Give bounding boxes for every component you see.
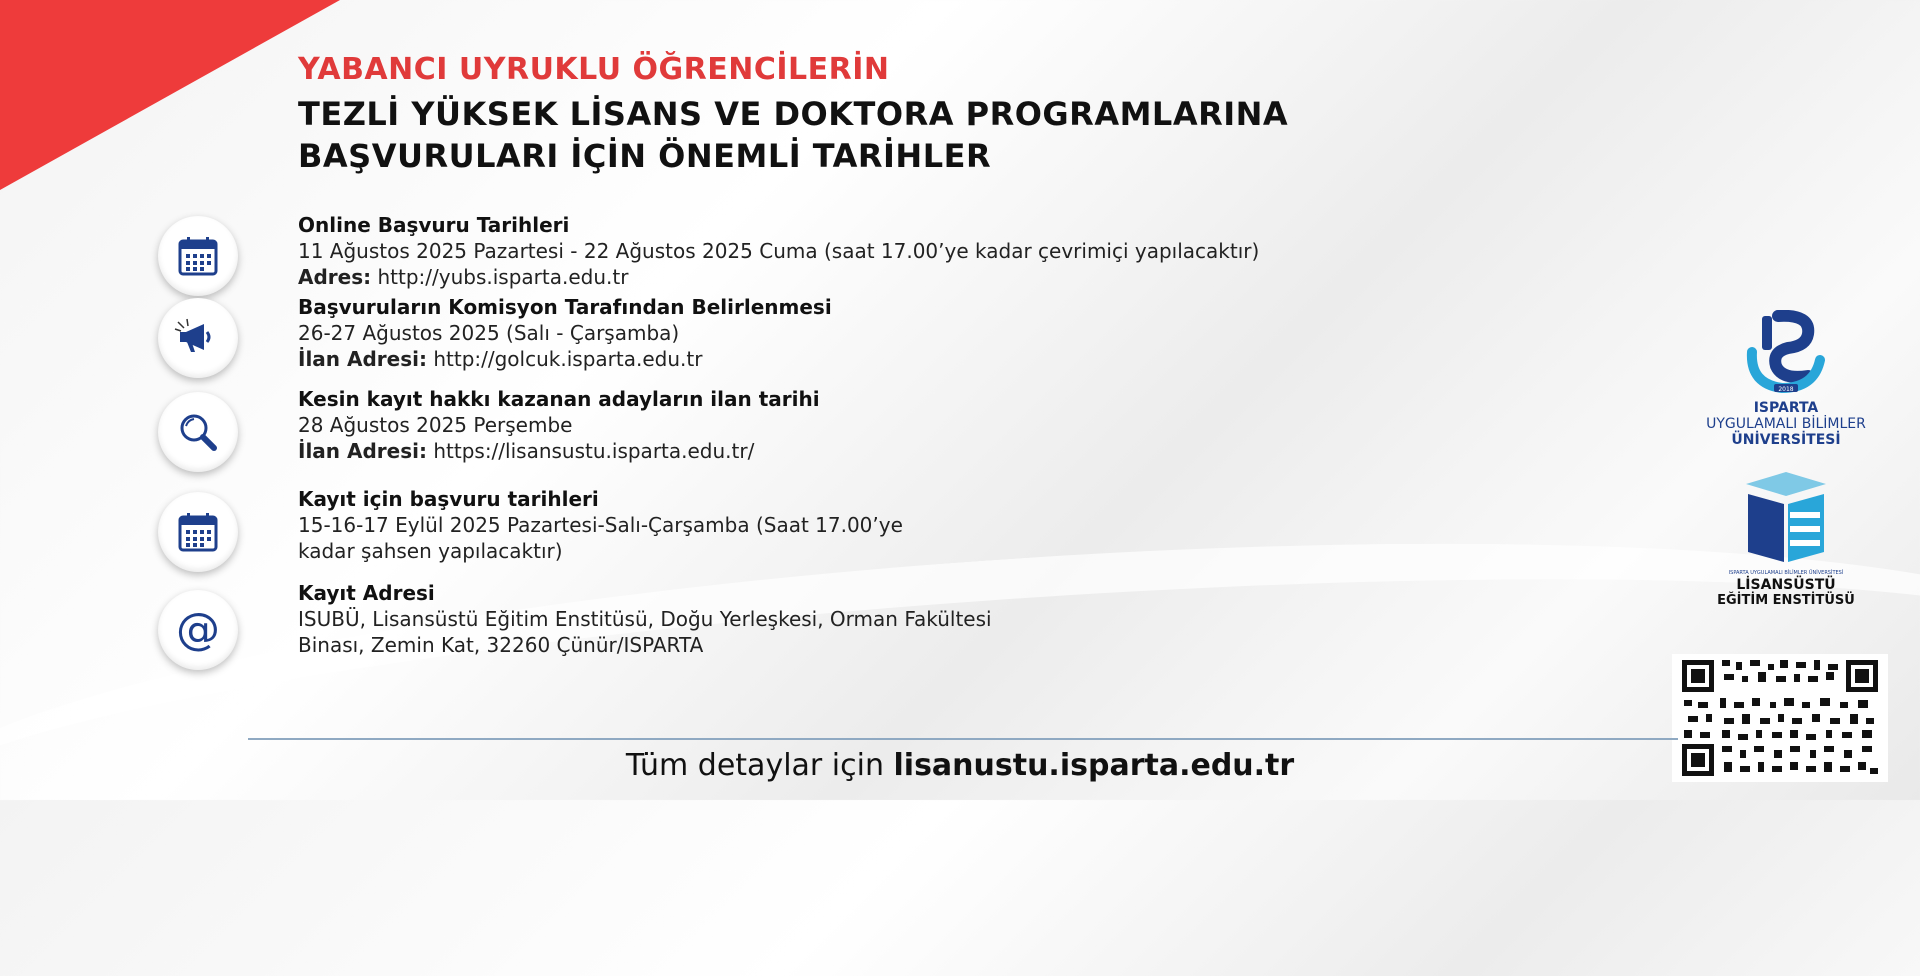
header-title-red: YABANCI UYRUKLU ÖĞRENCİLERİN: [298, 52, 890, 87]
item-dates: 11 Ağustos 2025 Pazartesi - 22 Ağustos 2025 Cuma (saat 17.00’ye kadar çevrimiçi yapılacaktır): [298, 239, 1260, 263]
item-address-line2: Binası, Zemin Kat, 32260 Çünür/ISPARTA: [298, 633, 704, 657]
item-dates: 26-27 Ağustos 2025 (Salı - Çarşamba): [298, 321, 680, 345]
item-text: [298, 580, 1618, 658]
item-address-row: [298, 438, 1618, 464]
graduate-institute-caption-1: LİSANSÜSTÜ: [1736, 577, 1836, 593]
header-title-line2: TEZLİ YÜKSEK LİSANS VE DOKTORA PROGRAMLARINA: [298, 95, 1289, 133]
item-title: Kesin kayıt hakkı kazanan adayların ilan tarihi: [298, 387, 820, 411]
isubu-caption-3: ÜNİVERSİTESİ: [1731, 432, 1841, 448]
svg-text:@: @: [176, 606, 220, 654]
book-stack-emblem: [1726, 470, 1846, 566]
graduate-institute-caption-2: EĞİTİM ENSTİTÜSÜ: [1717, 593, 1855, 608]
at-sign-icon: [158, 590, 238, 670]
item-text: [298, 386, 1618, 464]
item-address-row: [298, 346, 1618, 372]
header-title-line3: BAŞVURULARI İÇİN ÖNEMLİ TARİHLER: [298, 137, 992, 175]
item-title: Online Başvuru Tarihleri: [298, 213, 570, 237]
item-text: [298, 212, 1618, 290]
footer-divider: [248, 738, 1678, 740]
item-text: [298, 486, 1618, 564]
item-dates: 15-16-17 Eylül 2025 Pazartesi-Salı-Çarşamba (Saat 17.00’ye: [298, 513, 903, 537]
item-address-link[interactable]: https://lisansustu.isparta.edu.tr/: [426, 439, 755, 463]
item-title: Başvuruların Komisyon Tarafından Belirlenmesi: [298, 295, 832, 319]
graduate-institute-logo: [1686, 470, 1886, 609]
item-address-label: Adres:: [298, 265, 372, 289]
magnifier-icon: [158, 392, 238, 472]
graduate-institute-small-text: ISPARTA UYGULAMALI BİLİMLER ÜNİVERSİTESİ: [1728, 570, 1844, 576]
calendar-icon: [158, 492, 238, 572]
footer-link[interactable]: lisanustu.isparta.edu.tr: [893, 748, 1295, 783]
item-text: [298, 294, 1618, 372]
item-dates: 28 Ağustos 2025 Perşembe: [298, 413, 573, 437]
isubu-emblem: [1736, 310, 1836, 396]
calendar-icon: [158, 216, 238, 296]
item-address-row: [298, 264, 1618, 290]
item-address-line1: ISUBÜ, Lisansüstü Eğitim Enstitüsü, Doğu Yerleşkesi, Orman Fakültesi: [298, 607, 992, 631]
item-address-label: İlan Adresi:: [298, 439, 427, 463]
isubu-logo: [1686, 310, 1886, 448]
isubu-year: 2018: [1778, 386, 1794, 393]
item-title: Kayıt Adresi: [298, 581, 435, 605]
page-header: [298, 52, 1288, 177]
megaphone-icon: [158, 298, 238, 378]
footer-text: [0, 748, 1920, 783]
footer-prefix: Tüm detaylar için: [625, 748, 894, 783]
item-dates-continued: kadar şahsen yapılacaktır): [298, 539, 563, 563]
isubu-caption-2: UYGULAMALI BİLİMLER: [1706, 416, 1866, 432]
isubu-caption-1: ISPARTA: [1753, 400, 1819, 416]
red-corner-decoration: [0, 0, 340, 190]
item-address-link[interactable]: http://golcuk.isparta.edu.tr: [426, 347, 703, 371]
item-address-link[interactable]: http://yubs.isparta.edu.tr: [371, 265, 629, 289]
item-title: Kayıt için başvuru tarihleri: [298, 487, 599, 511]
item-address-label: İlan Adresi:: [298, 347, 427, 371]
